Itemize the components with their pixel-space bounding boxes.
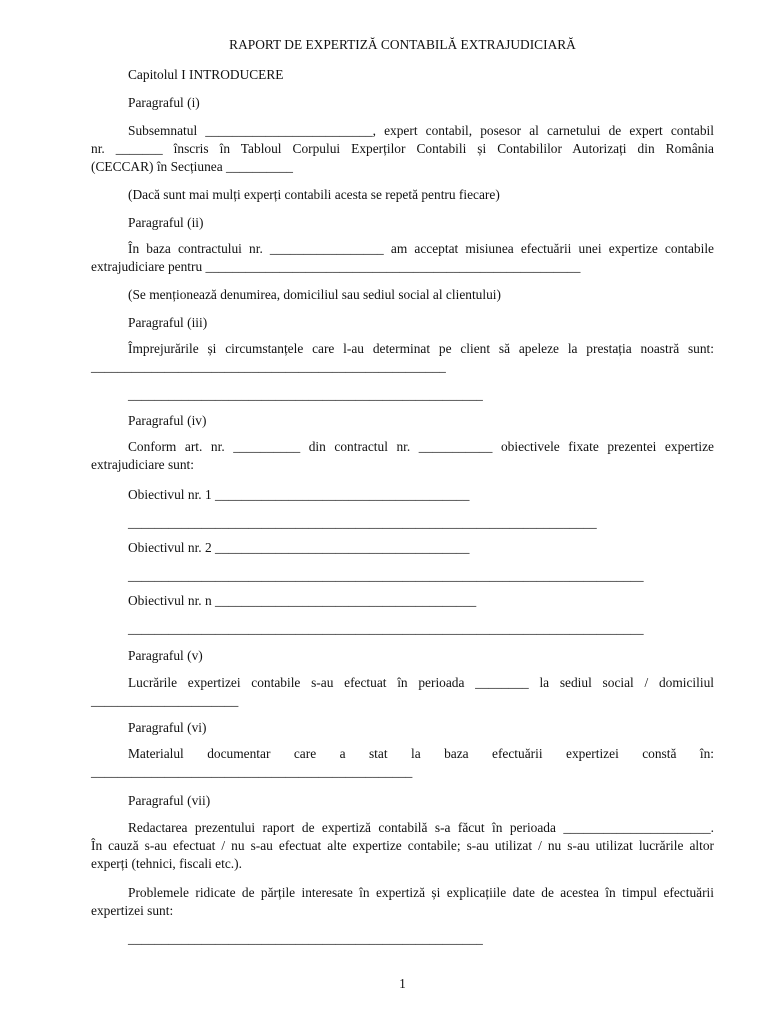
- objective-1: Obiectivul nr. 1 ______________________________________: [128, 487, 470, 502]
- paragraph-v-line-2: ______________________: [91, 693, 239, 708]
- objective-n: Obiectivul nr. n _______________________________________: [128, 593, 477, 608]
- paragraph-iii-line-1: Împrejurările și circumstanțele care l-au determinat pe client să apeleze la prestația noastră sunt:: [128, 341, 714, 356]
- paragraph-i-line-2: nr. _______ înscris în Tabloul Corpului Experților Contabili și Contabililor Autorizați din România: [91, 141, 714, 156]
- paragraph-vii-line-2: În cauză s-au efectuat / nu s-au efectuat alte expertize contabile; s-au utilizat / nu s-au utilizat lucrările altor: [91, 838, 714, 853]
- paragraph-vi-line-2: ________________________________________________: [91, 764, 413, 779]
- objective-1-line: ______________________________________________________________________: [128, 515, 597, 530]
- paragraph-heading-vi: Paragraful (vi): [128, 720, 207, 735]
- paragraph-iv-line-1: Conform art. nr. __________ din contractul nr. ___________ obiectivele fixate prezentei expertize: [128, 439, 714, 454]
- document-title: RAPORT DE EXPERTIZĂ CONTABILĂ EXTRAJUDICIARĂ: [229, 37, 576, 52]
- paragraph-heading-iii: Paragraful (iii): [128, 315, 208, 330]
- objective-n-line: _____________________________________________________________________________: [128, 621, 644, 636]
- paragraph-ii-line-2: extrajudiciare pentru ________________________________________________________: [91, 259, 581, 274]
- paragraph-iv-line-2: extrajudiciare sunt:: [91, 457, 194, 472]
- paragraph-vi-line-1: Materialul documentar care a stat la baza efectuării expertizei constă în:: [128, 746, 714, 761]
- paragraph-heading-i: Paragraful (i): [128, 95, 200, 110]
- paragraph-viii-line-2: expertizei sunt:: [91, 903, 174, 918]
- paragraph-i-line-1: Subsemnatul _________________________, expert contabil, posesor al carnetului de expert contabil: [128, 123, 714, 138]
- paragraph-heading-iv: Paragraful (iv): [128, 413, 207, 428]
- paragraph-viii-line-3: _____________________________________________________: [128, 931, 483, 946]
- paragraph-v-line-1: Lucrările expertizei contabile s-au efectuat în perioada ________ la sediul social / domiciliul: [128, 675, 714, 690]
- paragraph-ii-note: (Se menționează denumirea, domiciliul sau sediul social al clientului): [128, 287, 501, 302]
- paragraph-heading-vii: Paragraful (vii): [128, 793, 211, 808]
- page-number: 1: [399, 976, 406, 991]
- chapter-heading: Capitolul I INTRODUCERE: [128, 67, 284, 82]
- paragraph-ii-line-1: În baza contractului nr. _________________ am acceptat misiunea efectuării unei expertize contabile: [128, 241, 714, 256]
- paragraph-vii-line-1: Redactarea prezentului raport de expertiză contabilă s-a făcut în perioada ______________________.: [128, 820, 714, 835]
- paragraph-iii-line-3: _____________________________________________________: [128, 387, 483, 402]
- paragraph-i-line-3: (CECCAR) în Secțiunea __________: [91, 159, 293, 174]
- paragraph-viii-line-1: Problemele ridicate de părțile interesate în expertiză și explicațiile date de acestea în timpul efectuării: [128, 885, 714, 900]
- objective-2-line: _____________________________________________________________________________: [128, 568, 644, 583]
- paragraph-iii-line-2: _____________________________________________________: [91, 359, 446, 374]
- document-page: [91, 0, 714, 1024]
- paragraph-heading-ii: Paragraful (ii): [128, 215, 204, 230]
- objective-2: Obiectivul nr. 2 ______________________________________: [128, 540, 470, 555]
- paragraph-i-note: (Dacă sunt mai mulți experți contabili acesta se repetă pentru fiecare): [128, 187, 500, 202]
- paragraph-vii-line-3: experți (tehnici, fiscali etc.).: [91, 856, 242, 871]
- paragraph-heading-v: Paragraful (v): [128, 648, 203, 663]
